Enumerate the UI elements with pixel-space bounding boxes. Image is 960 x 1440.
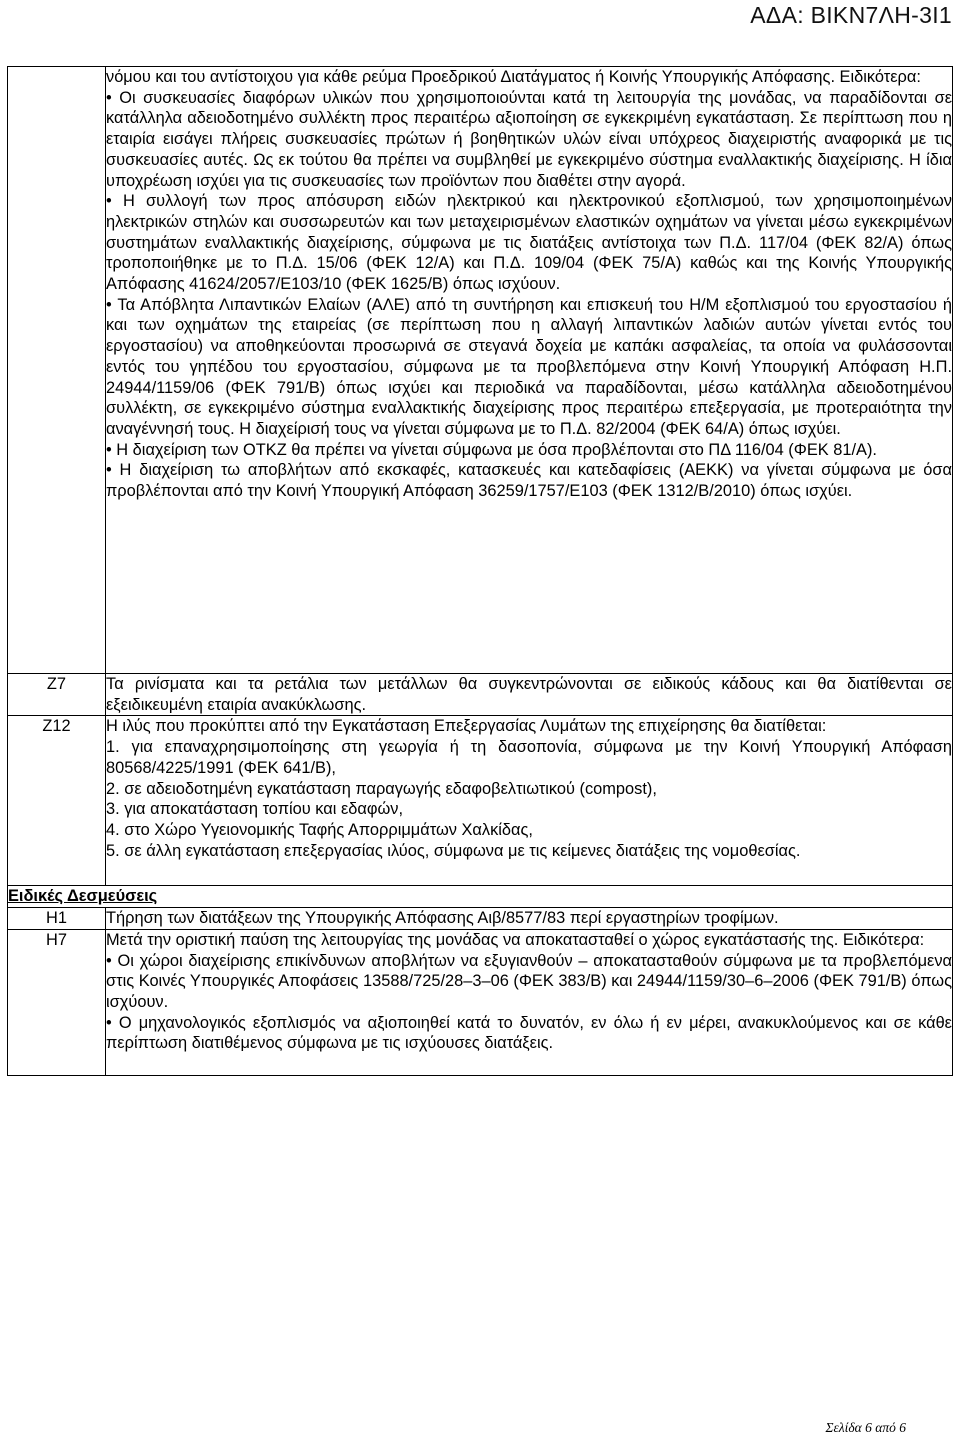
row-code: [8, 67, 106, 674]
conditions-table: [7, 66, 953, 1076]
row-text: [106, 674, 953, 716]
row-text: [106, 929, 953, 1075]
row-code: Ζ7: [8, 674, 106, 716]
page-number: Σελίδα 6 από 6: [825, 1420, 906, 1435]
row-code: Ζ12: [8, 716, 106, 886]
row-text-body: Τήρηση των διατάξεων της Υπουργικής Απόφασης Αιβ/8577/83 περί εργαστηρίων τροφίμων.: [106, 909, 779, 928]
row-code: Η1: [8, 908, 106, 930]
row-text-body: νόμου και του αντίστοιχου για κάθε ρεύμα Προεδρικού Διατάγματος ή Κοινής Υπουργικής Απόφασης. Ειδικότερα: • Οι συσκευασίες διαφόρων υλικών που χρησιμοποιούνται κατά τη λειτουργία της μονάδας, να παραδίδονται σε κατάλληλα αδειοδοτημένο συλλέκτη προς περαιτέρω αξιοποίηση σε εγκεκριμένη εγκατάσταση. Σε περίπτωση που η εταιρία εισάγει πλήρεις συσκευασίες πρώτων ή βοηθητικών υλών είναι υπόχρεος διαχειριστής αναφορικά με τις συσκευασίες αυτές. Ως εκ τούτου θα πρέπει να συμβληθεί με εγκεκριμένο σύστημα εναλλακτικής διαχείρισης. Η ίδια υποχρέωση ισχύει για τις συσκευασίες των προϊόντων που διαθέτει στην αγορά. • Η συλλογή των προς απόσυρση ειδών ηλεκτρικού και ηλεκτρονικού εξοπλισμού, των χρησιμοποιημένων ηλεκτρικών στηλών και συσσωρευτών και των μεταχειρισμένων ελαστικών οχημάτων να γίνεται μέσω εγκεκριμένων συστημάτων εναλλακτικής διαχείρισης, σύμφωνα με τις διατάξεις αντίστοιχα των Π.Δ. 117/04 (ΦΕΚ 82/Α) όπως τροποποιήθηκε με το Π.Δ. 15/06 (ΦΕΚ 12/Α) και Π.Δ. 109/04 (ΦΕΚ 75/Α) καθώς και της Κοινής Υπουργικής Απόφασης 41624/2057/Ε103/10 (ΦΕΚ 1625/Β) όπως ισχύουν. • Τα Απόβλητα Λιπαντικών Ελαίων (ΑΛΕ) από τη συντήρηση και επισκευή του Η/Μ εξοπλισμού του εργοστασίου ή και των οχημάτων της εταιρείας (σε περίπτωση που η αλλαγή λιπαντικών λαδιών αυτών γίνεται εντός του εργοστασίου) να αποθηκεύονται προσωρινά σε στεγανά δοχεία με καπάκι ασφαλείας, τα οποία να φυλάσσονται εντός του γηπέδου του εργοστασίου, σύμφωνα με τα προβλεπόμενα στην Κοινή Υπουργική Απόφαση Η.Π. 24944/1159/06 (ΦΕΚ 791/Β) όπως ισχύει και περιοδικά να παραδίδονται, μέσω κατάλληλα αδειοδοτημένου συλλέκτη, σε εγκεκριμένο σύστημα εναλλακτικής διαχείρισης προς περαιτέρω επεξεργασία, με προτεραιότητα την αναγέννησή τους. Η διαχείρισή τους να γίνεται σύμφωνα με το Π.Δ. 82/2004 (ΦΕΚ 64/Α) όπως ισχύει. • Η διαχείριση των ΟΤΚΖ θα πρέπει να γίνεται σύμφωνα με όσα προβλέπονται στο ΠΔ 116/04 (ΦΕΚ 81/Α). • Η διαχείριση τω αποβλήτων από εκσκαφές, κατασκευές και κατεδαφίσεις (ΑΕΚΚ) να γίνεται σύμφωνα με όσα προβλέπονται από την Κοινή Υπουργική Απόφαση 36259/1757/Ε103 (ΦΕΚ 1312/Β/2010) όπως ισχύει.: [106, 68, 952, 501]
row-text-body: Η ιλύς που προκύπτει από την Εγκατάσταση Επεξεργασίας Λυμάτων της επιχείρησης θα διατίθεται: 1. για επαναχρησιμοποίησης στη γεωργία ή τη δασοπονία, σύμφωνα με την Κοινή Υπουργική Απόφαση 80568/4225/1991 (ΦΕΚ 641/Β), 2. σε αδειοδοτημένη εγκατάσταση παραγωγής εδαφοβελτιωτικού (compost), 3. για αποκατάσταση τοπίου και εδαφών, 4. στο Χώρο Υγειονομικής Ταφής Απορριμμάτων Χαλκίδας, 5. σε άλλη εγκατάσταση επεξεργασίας ιλύος, σύμφωνα με τις κείμενες διατάξεις της νομοθεσίας.: [106, 717, 952, 860]
table-row: [8, 674, 953, 716]
table-row: [8, 929, 953, 1075]
row-text: [106, 716, 953, 886]
row-text-body: Τα ρινίσματα και τα ρετάλια των μετάλλων θα συγκεντρώνονται σε ειδικούς κάδους και θα διατίθενται σε εξειδικευμένη εταιρία ανακύκλωσης.: [106, 675, 952, 714]
table-row: [8, 67, 953, 674]
section-row: [8, 886, 953, 908]
row-code: Η7: [8, 929, 106, 1075]
row-text: [106, 908, 953, 930]
table-row: [8, 908, 953, 930]
ada-code: ΑΔΑ: ΒΙΚΝ7ΛΗ-3Ι1: [750, 2, 952, 28]
section-heading: Ειδικές Δεσμεύσεις: [8, 886, 953, 908]
table-row: [8, 716, 953, 886]
row-text: [106, 67, 953, 674]
row-text-body: Μετά την οριστική παύση της λειτουργίας της μονάδας να αποκατασταθεί ο χώρος εγκατάστασής της. Ειδικότερα: • Οι χώροι διαχείρισης επικίνδυνων αποβλήτων να εξυγιανθούν – αποκατασταθούν σύμφωνα με τα προβλεπόμενα στις Κοινές Υπουργικές Αποφάσεις 13588/725/28–3–06 (ΦΕΚ 383/Β) και 24944/1159/30–6–2006 (ΦΕΚ 791/Β) όπως ισχύουν. • Ο μηχανολογικός εξοπλισμός να αξιοποιηθεί κατά το δυνατόν, εν όλω ή εν μέρει, ανακυκλούμενος και σε κάθε περίπτωση διατιθέμενος σύμφωνα με τις ισχύουσες διατάξεις.: [106, 930, 952, 1053]
